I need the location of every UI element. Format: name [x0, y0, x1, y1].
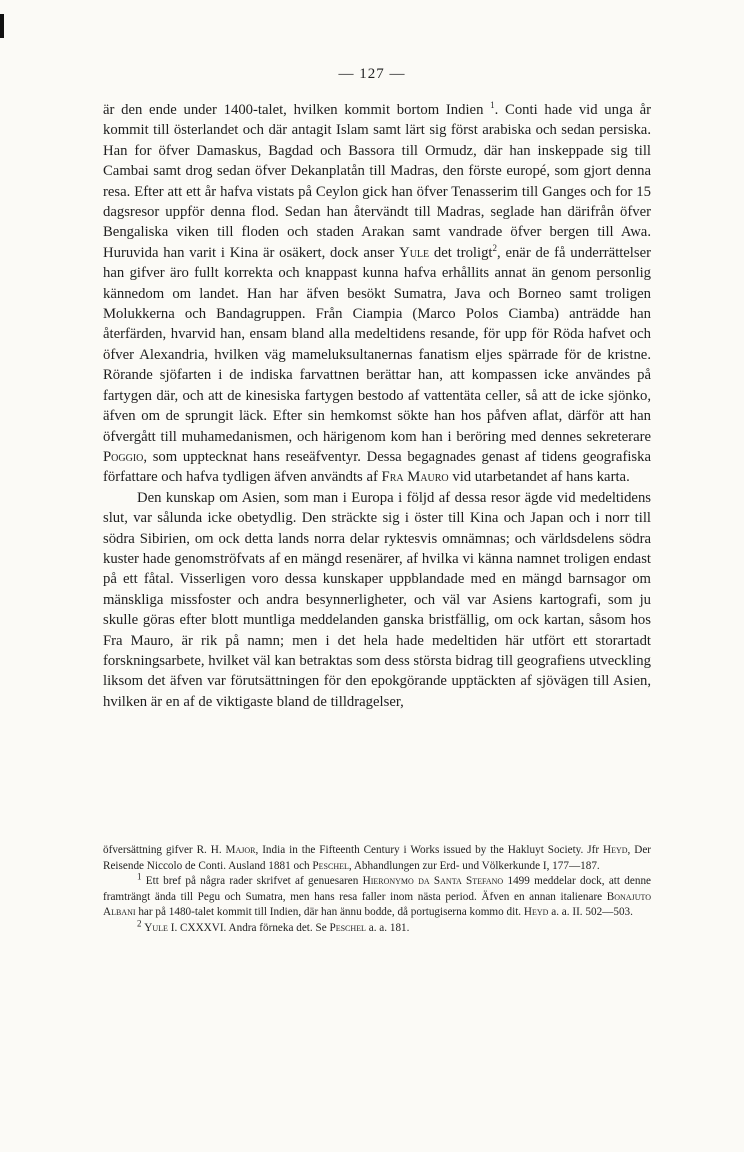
author-name-major: Major [225, 844, 256, 856]
paragraph-2: Den kunskap om Asien, som man i Europa i följd af dessa resor ägde vid medeltidens slut, var sålunda icke obetydlig. Den sträckte sig i öster till Kina och Japan och i norr till södra Sibirien, om ock detta lands norra delar ryktesvis omnämnas; och världsdelens södra kuster hade genomströfvats af en mängd resenärer, af hvilka vi känna namnet troligen endast på ett fåtal. Visserligen voro dessa kunskaper uppblandade med en mängd barnsagor om mänskliga missfoster och andra besynnerligheter, och väl var Asiens kartografi, som ju skulle göras efter blott muntliga meddelanden ganska bristfällig, om ock kartan, såsom hos Fra Mauro, är rik på namn; men i det hela hade medeltiden här utfört ett storartadt forskningsarbete, hvilket väl kan betraktas som dess största bidrag till geografiens utveckling liksom det äfven var förutsättningen för den epokgörande upptäckten af sjövägen till Asien, hvilken är en af de viktigaste bland de tilldragelser, [103, 489, 651, 710]
footnote-mark-1: 1 [137, 871, 142, 882]
text-run: . Conti hade vid unga år kommit till österlandet och där antagit Islam samt lärt sig först arabiska och sedan persiska. Han for öfver Damaskus, Bagdad och Bassora till Ormudz, där han inskeppade sig till Cambai samt drog sedan öfver Dekanplatån till Madras, den förste europé, som gjort denna resa. Efter att ett år hafva vistats på Ceylon gick han öfver Tenasserim till Ganges och for 15 dagsresor uppför denna flod. Sedan han återvändt till Madras, seglade han därifrån öfver Bengaliska viken till floden och staden Arakan samt vandrade öfver bergen till Awa. Huruvida han varit i Kina är osäkert, dock anser [103, 102, 651, 261]
text-run: öfversättning gifver R. H. [103, 844, 222, 856]
text-run: vid utarbetandet af hans karta. [452, 469, 630, 486]
footnote-1 [103, 871, 652, 921]
author-name-peschel: Peschel [329, 921, 366, 934]
text-run: , som upptecknat hans reseäfventyr. Dessa begagnades genast af tidens geografiska författare och hafva tydligen äfven användts af [103, 448, 651, 486]
footnotes [103, 843, 651, 937]
text-run: I. CXXXVI. Andra förneka det. Se [170, 921, 327, 934]
text-run: , Der Reisende Niccolo de Conti. Ausland 1881 och [103, 844, 652, 872]
text-run: a. a. II. 502—503. [551, 906, 633, 919]
paragraph-1 [103, 100, 651, 488]
author-name-heyd: Heyd [523, 906, 549, 919]
text-run: det troligt [433, 244, 493, 261]
page-edge-mark [0, 14, 4, 38]
footnote-ref-1: 1 [490, 100, 495, 111]
author-name-yule: Yule [399, 244, 430, 261]
person-name-poggio: Poggio [103, 448, 144, 465]
footnote-continuation [103, 843, 651, 874]
text-run: 1499 meddelar dock, att denne framträngt ända till Pegu och Sumatra, men hans resa faller inom nästa period. Äfven en annan italienare [103, 875, 652, 903]
text-run: är den ende under 1400-talet, hvilken kommit bortom Indien [103, 102, 484, 118]
text-run: a. a. 181. [368, 921, 410, 934]
author-name-heyd: Heyd [603, 844, 628, 856]
person-name-hieronymo: Hieronymo da Santa Stefano [362, 875, 504, 888]
footnote-2 [103, 918, 651, 937]
footnote-mark-2: 2 [137, 918, 142, 929]
text-run: har på 1480-talet kommit till Indien, där han ännu bodde, då portugiserna kommo dit. [138, 906, 522, 919]
text-run: , enär de få underrättelser han gifver äro fullt korrekta och knappast kunna hafva erhållits annat än genom personlig kännedom om landet. Han har äfven besökt Sumatra, Java och Borneo samt troligen Molukkerna och Bandagruppen. Från Ciampia (Marco Polos Ciamba) anträdde han återfärden, hvarvid han, ensam bland alla medeltidens resande, för upp för Röda hafvet och öfver Alexandria, hvilken väg mameluksultanernas fanatism eljes spärrade för de kristne. Rörande sjöfarten i de indiska farvattnen berättar han, att kompassen icke användes på fartygen där, och att de kinesiska fartygen bestodo af vattentäta celler, så att de icke sjönko, äfven om de sprungit läck. Efter sin hemkomst sökte han hos påfven aflat, därför att han öfvergått till muhamedanismen, och härigenom kom han i beröring med dennes sekreterare [103, 244, 652, 445]
text-run: , India in the Fifteenth Century i Works issued by the Hakluyt Society. Jfr [255, 844, 600, 856]
footnote-ref-2: 2 [492, 242, 498, 253]
person-name-bonajuto: Bonajuto Albani [103, 890, 651, 919]
author-name-yule: Yule [144, 921, 168, 934]
author-name-peschel: Peschel [312, 859, 349, 872]
text-run: Ett bref på några rader skrifvet af genuesaren [145, 875, 359, 888]
person-name-fra-mauro: Fra Mauro [381, 469, 449, 486]
text-run: , Abhandlungen zur Erd- und Völkerkunde I, 177—187. [348, 859, 600, 872]
page-number: — 127 — [338, 66, 406, 82]
main-text [103, 100, 651, 712]
